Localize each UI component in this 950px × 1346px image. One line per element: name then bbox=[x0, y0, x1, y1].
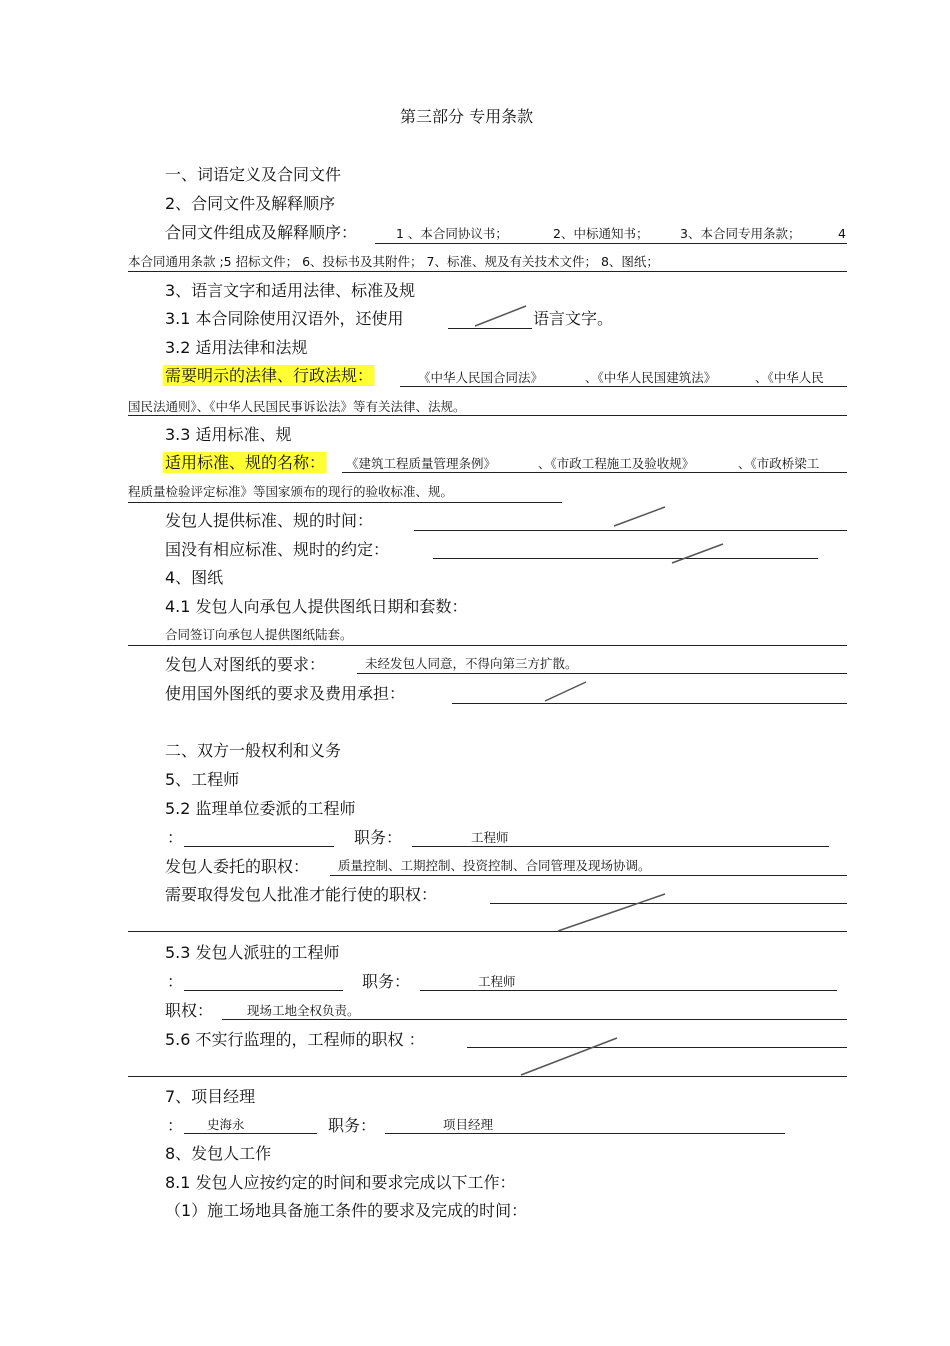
fill-underline bbox=[128, 502, 562, 503]
clause-4-heading: 4、图纸 bbox=[165, 568, 224, 587]
fill-underline bbox=[128, 645, 847, 646]
fill-underline bbox=[128, 1076, 847, 1077]
law-item: 《中华人民国合同法》 bbox=[418, 370, 544, 385]
drawing-requirement-value: 未经发包人同意，不得向第三方扩散。 bbox=[365, 656, 578, 671]
fill-underline bbox=[330, 875, 847, 876]
standards-time-label: 发包人提供标准、规的时间： bbox=[165, 511, 374, 530]
fill-underline bbox=[128, 931, 847, 932]
name-colon: ： bbox=[167, 972, 184, 991]
law-item: 、《中华人民 bbox=[755, 370, 824, 385]
clause-5-6-heading: 5.6 不实行监理的，工程师的职权 ： bbox=[165, 1030, 425, 1049]
clause-5-heading: 5、工程师 bbox=[165, 770, 240, 789]
clause-3-2-heading: 3.2 适用法律和法规 bbox=[165, 338, 308, 357]
fill-underline bbox=[400, 386, 847, 387]
slash-mark bbox=[521, 1038, 617, 1075]
fill-underline bbox=[357, 673, 847, 674]
clause-3-heading: 3、语言文字和适用法律、标准及规 bbox=[165, 281, 416, 300]
employer-engineer-position-value: 工程师 bbox=[478, 974, 516, 989]
standards-continued: 程质量检验评定标准》等国家颁布的现行的验收标准、规。 bbox=[128, 484, 454, 499]
fill-underline bbox=[184, 990, 343, 991]
document-order-label: 合同文件组成及解释顺序： bbox=[165, 223, 358, 242]
foreign-drawings-label: 使用国外图纸的要求及费用承担： bbox=[165, 684, 406, 703]
fill-underline bbox=[452, 703, 847, 704]
fill-underline bbox=[184, 1133, 317, 1134]
section-heading-rights: 二、双方一般权利和义务 bbox=[165, 741, 342, 760]
document-order-item: 1 、本合同协议书； bbox=[396, 226, 508, 241]
clause-7-heading: 7、项目经理 bbox=[165, 1087, 256, 1106]
standards-label-highlighted: 适用标准、规的名称： bbox=[165, 453, 326, 472]
employer-engineer-authority-value: 现场工地全权负责。 bbox=[247, 1003, 360, 1018]
drawing-supply-value: 合同签订向承包人提供图纸陆套。 bbox=[165, 627, 353, 642]
standards-none-label: 国没有相应标准、规时的约定： bbox=[165, 540, 390, 559]
laws-label-highlighted: 需要明示的法律、行政法规： bbox=[165, 366, 374, 385]
supervisor-position-value: 工程师 bbox=[471, 830, 509, 845]
clause-3-3-heading: 3.3 适用标准、规 bbox=[165, 425, 292, 444]
project-manager-name: 史海永 bbox=[207, 1117, 245, 1132]
fill-underline bbox=[375, 243, 847, 244]
language-clause-suffix: 语言文字。 bbox=[533, 309, 614, 328]
document-order-item: 4 bbox=[838, 226, 846, 241]
standard-item: 、《市政桥梁工 bbox=[738, 456, 820, 471]
fill-underline bbox=[448, 328, 532, 329]
authority-label: 发包人委托的职权： bbox=[165, 857, 310, 876]
laws-continued: 国民法通则》、《中华人民国民事诉讼法》等有关法律、法规。 bbox=[128, 399, 466, 414]
fill-underline bbox=[467, 1047, 847, 1048]
clause-2-heading: 2、合同文件及解释顺序 bbox=[165, 194, 336, 213]
clause-5-2-heading: 5.2 监理单位委派的工程师 bbox=[165, 799, 356, 818]
project-manager-position: 项目经理 bbox=[443, 1117, 494, 1132]
standard-item: 《建筑工程质量管理条例》 bbox=[346, 456, 497, 471]
clause-5-3-heading: 5.3 发包人派驻的工程师 bbox=[165, 943, 340, 962]
employer-engineer-authority-label: 职权： bbox=[165, 1001, 214, 1020]
approval-authority-label: 需要取得发包人批准才能行使的职权： bbox=[165, 885, 438, 904]
position-label: 职务： bbox=[328, 1116, 377, 1135]
section-heading-definitions: 一、词语定义及合同文件 bbox=[165, 165, 342, 184]
slash-mark bbox=[672, 544, 723, 563]
position-label: 职务： bbox=[354, 828, 403, 847]
document-order-item: 3、本合同专用条款； bbox=[680, 226, 801, 241]
position-label: 职务： bbox=[362, 972, 411, 991]
slash-mark bbox=[545, 682, 586, 701]
language-clause-text: 3.1 本合同除使用汉语外，还使用 bbox=[165, 309, 404, 328]
name-colon: ： bbox=[167, 1116, 184, 1135]
page-title: 第三部分 专用条款 bbox=[400, 107, 534, 126]
standard-item: 、《市政工程施工及验收规》 bbox=[538, 456, 695, 471]
fill-underline bbox=[414, 530, 847, 531]
fill-underline bbox=[420, 990, 837, 991]
document-order-item: 2、中标通知书； bbox=[553, 226, 649, 241]
fill-underline bbox=[412, 846, 829, 847]
clause-8-1-item-1: （1）施工场地具备施工条件的要求及完成的时间： bbox=[165, 1201, 528, 1220]
law-item: 、《中华人民国建筑法》 bbox=[585, 370, 717, 385]
clause-8-1-heading: 8.1 发包人应按约定的时间和要求完成以下工作： bbox=[165, 1173, 516, 1192]
fill-underline bbox=[490, 903, 847, 904]
document-order-continued: 本合同通用条款 ;5 招标文件； 6、投标书及其附件； 7、标准、规及有关技术文件； 8、图纸； bbox=[128, 254, 659, 269]
fill-underline bbox=[222, 1019, 847, 1020]
fill-underline bbox=[342, 472, 847, 473]
slash-mark bbox=[558, 894, 665, 931]
fill-underline bbox=[385, 1133, 785, 1134]
clause-8-heading: 8、发包人工作 bbox=[165, 1144, 272, 1163]
slash-mark bbox=[475, 306, 526, 326]
fill-underline bbox=[128, 415, 847, 416]
slash-mark bbox=[614, 507, 665, 526]
name-colon: ： bbox=[167, 828, 184, 847]
drawing-requirement-label: 发包人对图纸的要求： bbox=[165, 655, 326, 674]
fill-underline bbox=[433, 558, 818, 559]
clause-4-1-heading: 4.1 发包人向承包人提供图纸日期和套数： bbox=[165, 597, 468, 616]
fill-underline bbox=[128, 271, 847, 272]
fill-underline bbox=[184, 846, 334, 847]
authority-value: 质量控制、工期控制、投资控制、合同管理及现场协调。 bbox=[338, 858, 651, 873]
